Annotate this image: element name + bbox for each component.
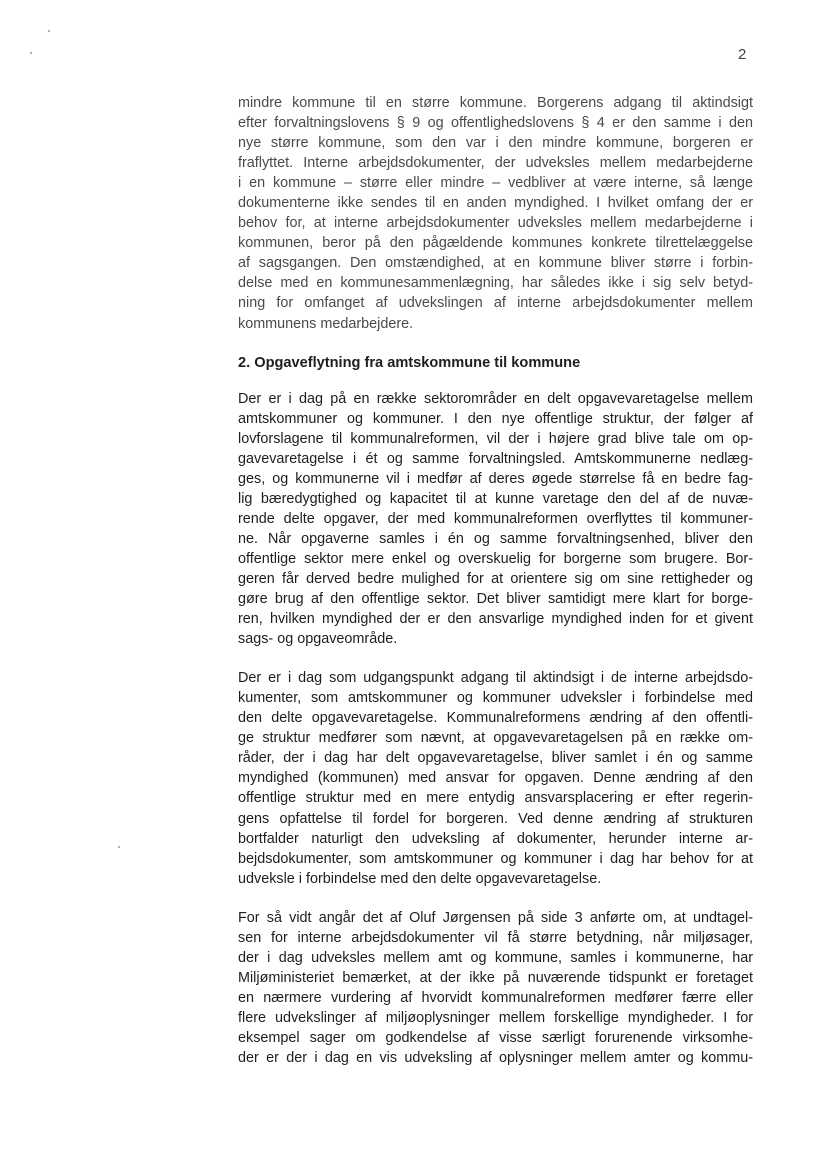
text-line: mindre kommune til en større kommune. Borgerens adgang til aktindsigt bbox=[238, 95, 753, 111]
text-line: kumenter, som amtskommuner og kommuner udveksler i forbindelse med bbox=[238, 690, 753, 707]
text-line: Miljøministeriet bemærket, at der ikke på nuværende tidspunkt er foretaget bbox=[238, 969, 753, 986]
text-line: offentlige struktur med en mere entydig ansvarsplacering er efter regerin- bbox=[238, 790, 753, 807]
text-line: af sagsgangen. Den omstændighed, at en kommune bliver større i forbin- bbox=[238, 255, 753, 272]
text-line: ren, hvilken myndighed der er den ansvarlige myndighed inden for et givent bbox=[238, 611, 753, 628]
scan-speck bbox=[30, 52, 32, 54]
text-line: gavevaretagelse i ét og samme forvaltningsled. Amtskommunerne nedlæg- bbox=[238, 450, 753, 467]
text-line: gens opfattelse til fordel for borgeren. Ved denne ændring af strukturen bbox=[238, 810, 753, 827]
text-line: udveksle i forbindelse med den delte opgavevaretagelse. bbox=[238, 870, 602, 887]
text-line: delse med en kommunesammenlægning, har således ikke i sig selv betyd- bbox=[238, 275, 753, 292]
text-line: For så vidt angår det af Oluf Jørgensen på side 3 anførte om, at undtagel- bbox=[238, 909, 753, 926]
text-line: fraflyttet. Interne arbejdsdokumenter, der udveksles mellem medarbejderne bbox=[238, 155, 753, 172]
scan-speck bbox=[118, 846, 120, 848]
text-line: en nærmere vurdering af hvorvidt kommunalreformen medfører færre eller bbox=[238, 989, 753, 1006]
text-line: bejdsdokumenter, som amtskommuner og kommuner i dag har behov for at bbox=[238, 850, 753, 867]
text-line: ne. Når opgaverne samles i én og samme forvaltningsenhed, bliver den bbox=[238, 530, 753, 547]
text-line: sen for interne arbejdsdokumenter vil få større betydning, når miljøsager, bbox=[238, 929, 753, 946]
text-line: ge struktur medfører som nævnt, at opgavevaretagelsen på en række om- bbox=[238, 730, 753, 747]
text-line: kommunens medarbejdere. bbox=[238, 315, 414, 332]
text-line: råder, der i dag har delt opgavevaretagelse, bliver samlet i én og samme bbox=[238, 750, 753, 767]
scan-speck bbox=[48, 30, 50, 32]
text-line: den delte opgavevaretagelse. Kommunalreformens ændring af den offentli- bbox=[238, 710, 753, 727]
text-line: Der er i dag som udgangspunkt adgang til aktindsigt i de interne arbejdsdo- bbox=[238, 670, 753, 687]
text-line: bortfalder naturligt den udveksling af dokumenter, herunder interne ar- bbox=[238, 830, 753, 847]
paragraph bbox=[238, 908, 753, 1068]
text-line: der i dag udveksles mellem amt og kommune, samles i kommunerne, har bbox=[238, 949, 753, 966]
text-line: offentlige sektor mere enkel og overskuelig for borgerne som brugere. Bor- bbox=[238, 550, 753, 567]
section-heading: 2. Opgaveflytning fra amtskommune til kommune bbox=[238, 354, 581, 371]
text-line: ning for omfanget af udvekslingen af interne arbejdsdokumenter mellem bbox=[238, 295, 753, 312]
text-line: sags- og opgaveområde. bbox=[238, 631, 398, 648]
text-line: eksempel sager om godkendelse af visse særligt forurenende virksomhe- bbox=[238, 1029, 753, 1046]
text-line: gøre brug af den offentlige sektor. Det bliver samtidigt mere klart for borge- bbox=[238, 591, 753, 608]
text-line: rende delte opgaver, der med kommunalreformen overflyttes til kommuner- bbox=[238, 510, 753, 527]
text-line: lig bæredygtighed og kapacitet til at kunne varetage den del af de nuvæ- bbox=[238, 490, 753, 507]
paragraph bbox=[238, 93, 753, 334]
text-line: lovforslagene til kommunalreformen, vil der i højere grad blive tale om op- bbox=[238, 430, 753, 447]
text-line: i en kommune – større eller mindre – vedbliver at være interne, så længe bbox=[238, 175, 753, 192]
page-number: 2 bbox=[738, 46, 747, 63]
text-line: der er der i dag en vis udveksling af oplysninger mellem amter og kommu- bbox=[238, 1050, 753, 1067]
text-line: behov for, at interne arbejdsdokumenter udveksles mellem medarbejderne i bbox=[238, 215, 753, 232]
text-line: dokumenterne ikke sendes til en anden myndighed. I hvilket omfang der er bbox=[238, 195, 753, 212]
paragraph bbox=[238, 668, 753, 889]
text-line: geren får derved bedre mulighed for at orientere sig om sine rettigheder og bbox=[238, 570, 753, 587]
text-line: myndighed (kommunen) med ansvar for opgaven. Denne ændring af den bbox=[238, 770, 753, 787]
text-line: amtskommuner og kommuner. I den nye offentlige struktur, der følger af bbox=[238, 410, 753, 427]
text-line: Der er i dag på en række sektorområder en delt opgavevaretagelse mellem bbox=[238, 390, 753, 407]
document-body bbox=[238, 93, 753, 1087]
text-line: kommunen, beror på den pågældende kommunes konkrete tilrettelæggelse bbox=[238, 235, 753, 252]
text-line: nye større kommune, som den var i den mindre kommune, borgeren er bbox=[238, 135, 753, 152]
text-line: flere udvekslinger af miljøoplysninger mellem forskellige myndigheder. I for bbox=[238, 1009, 753, 1026]
text-line: efter forvaltningslovens § 9 og offentlighedslovens § 4 er den samme i den bbox=[238, 115, 753, 132]
paragraph bbox=[238, 389, 753, 650]
text-line: ges, og kommunerne vil i medfør af deres øgede størrelse få en bedre fag- bbox=[238, 470, 753, 487]
